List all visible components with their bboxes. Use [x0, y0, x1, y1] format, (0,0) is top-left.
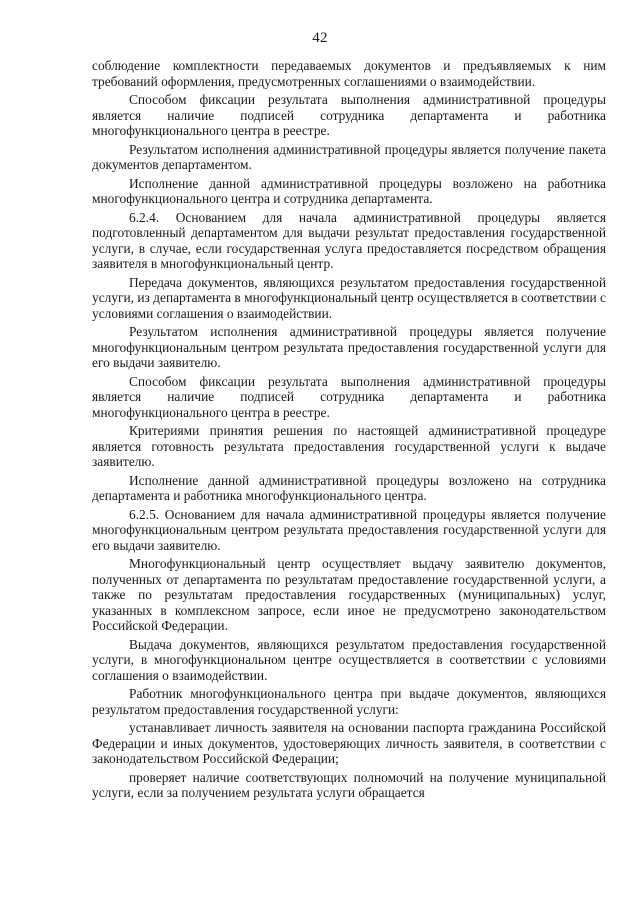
paragraph-2: Результатом исполнения административной процедуры является получение пакета документов департаментом. — [92, 141, 606, 172]
paragraph-11: Многофункциональный центр осуществляет выдачу заявителю документов, полученных от департамента по результатам предоставление государственной услуги, а также по результатам предоставления государственных (муниципальных) услуг, указанных в комплексном запросе, если иное не предусмотрено законодательством Российской Федерации. — [92, 556, 606, 633]
paragraph-1: Способом фиксации результата выполнения административной процедуры является наличие подписей сотрудника департамента и работника многофункционального центра в реестре. — [92, 92, 606, 138]
paragraph-5: Передача документов, являющихся результатом предоставления государственной услуги, из департамента в многофункциональный центр осуществляется в соответствии с условиями соглашения о взаимодействии. — [92, 274, 606, 321]
paragraph-4: 6.2.4. Основанием для начала административной процедуры является подготовленный департаментом для выдачи результат предоставления государственной услуги, в случае, если государственная услуга предоставляется посредством обращения заявителя в многофункциональный центр. — [92, 209, 606, 271]
paragraph-7: Способом фиксации результата выполнения административной процедуры является наличие подписей сотрудника департамента и работника многофункционального центра в реестре. — [92, 373, 606, 420]
paragraph-8: Критериями принятия решения по настоящей административной процедуре является готовность результата предоставления государственной услуги к выдаче заявителю. — [92, 423, 606, 469]
paragraph-0: соблюдение комплектности передаваемых документов и предъявляемых к ним требований оформления, предусмотренных соглашениями о взаимодействии. — [92, 58, 606, 89]
paragraph-10: 6.2.5. Основанием для начала административной процедуры является получение многофункциональным центром результата предоставления государственной услуги для его выдачи заявителю. — [92, 506, 606, 553]
paragraph-15: проверяет наличие соответствующих полномочий на получение муниципальной услуги, если за получением результата услуги обращается — [92, 769, 606, 800]
paragraph-3: Исполнение данной административной процедуры возложено на работника многофункционального центра и сотрудника департамента. — [92, 175, 606, 206]
page-number: 42 — [312, 30, 328, 46]
paragraph-13: Работник многофункционального центра при выдаче документов, являющихся результатом предоставления государственной услуги: — [92, 686, 606, 717]
document-body — [92, 58, 606, 804]
paragraph-12: Выдача документов, являющихся результатом предоставления государственной услуги, в многофункциональном центре осуществляется в соответствии с условиями соглашения о взаимодействии. — [92, 636, 606, 683]
paragraph-6: Результатом исполнения административной процедуры является получение многофункциональным центром результата предоставления государственной услуги для его выдачи заявителю. — [92, 324, 606, 370]
paragraph-14: устанавливает личность заявителя на основании паспорта гражданина Российской Федерации и иных документов, удостоверяющих личность заявителя, в соответствии с законодательством Российской Федерации; — [92, 720, 606, 766]
paragraph-9: Исполнение данной административной процедуры возложено на сотрудника департамента и работника многофункционального центра. — [92, 472, 606, 503]
